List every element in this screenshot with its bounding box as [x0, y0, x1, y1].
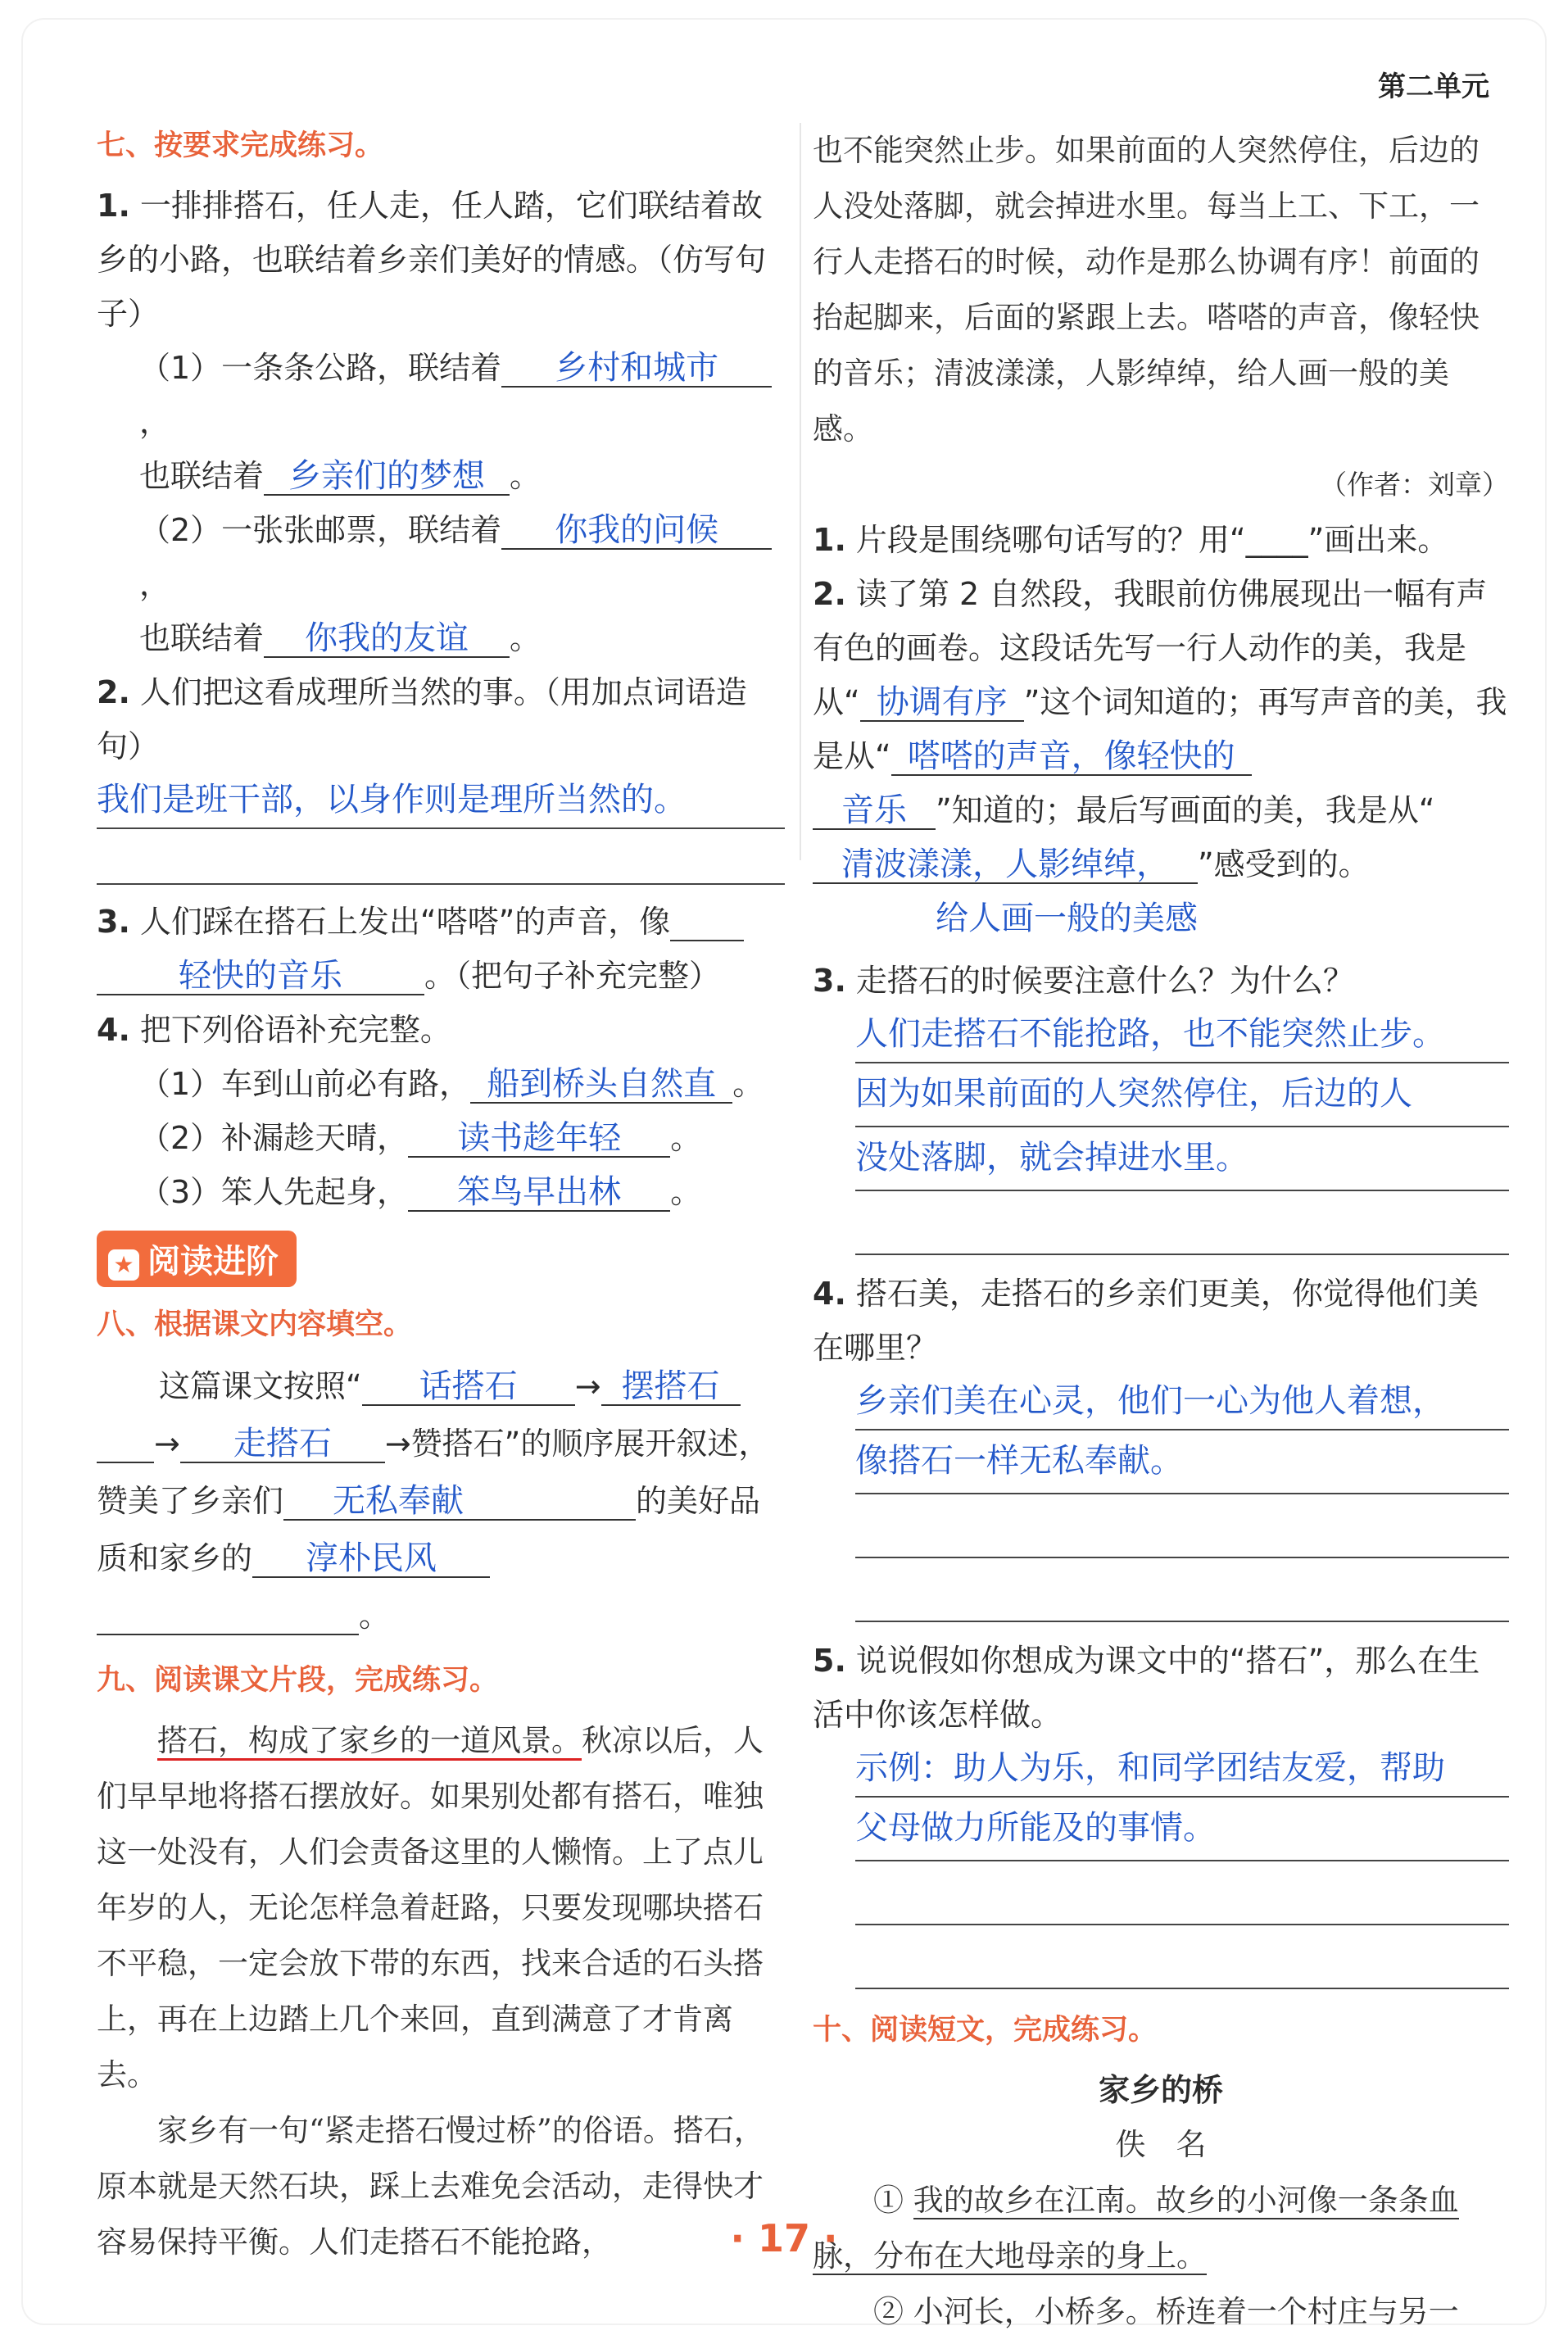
- answer-line-empty[interactable]: [97, 829, 785, 885]
- story-title: 家乡的桥: [1098, 2072, 1223, 2108]
- answer-blank[interactable]: 你我的问候: [501, 512, 772, 550]
- story-text: 我的故乡在江南。故乡的小河像一条条血脉，分布在大地母亲的身上。: [813, 2183, 1459, 2274]
- right-column: [813, 123, 1509, 2340]
- question-text: 一排排搭石，任人走，任人踏，它们联结着故乡的小路，也联结着乡亲们美好的情感。（仿写句子）: [97, 188, 767, 332]
- section-7-title: 七、按要求完成练习。: [97, 129, 384, 162]
- answer-blank[interactable]: 船到桥头自然直: [470, 1066, 732, 1104]
- passage-paragraph-2: 家乡有一句“紧走搭石慢过桥”的俗语。搭石，原本就是天然石块，踩上去难免会活动，走得快才容易保持平衡。人们走搭石不能抢路，: [97, 2113, 764, 2260]
- question-text: 说说假如你想成为课文中的“搭石”，那么在生活中你该怎样做。: [813, 1643, 1480, 1733]
- answer-blank[interactable]: 乡村和城市: [501, 350, 772, 388]
- answer-blank-tail[interactable]: [513, 1485, 636, 1521]
- question-7-1-2: [97, 503, 785, 665]
- question-text: 读了第 2 自然段，我眼前仿佛展现出一幅有声有色的画卷。这段话先写一行人动作的美，我是从“: [813, 576, 1488, 720]
- question-number: 2.: [97, 674, 130, 710]
- question-text: ”这个词知道的；再写声音的美，我是从“: [813, 684, 1507, 774]
- answer-line-empty[interactable]: [855, 1191, 1509, 1255]
- answer-blank-lead[interactable]: [670, 905, 744, 941]
- question-text: 人们把这看成理所当然的事。（用加点词语造句）: [97, 674, 747, 764]
- answer-blank[interactable]: 读书趁年轻: [408, 1120, 670, 1158]
- story-author: 佚 名: [1115, 2127, 1207, 2162]
- page-number: · 17 ·: [730, 2216, 838, 2260]
- punctuation: 。: [670, 1120, 702, 1156]
- story-paragraph-2: [813, 2284, 1509, 2340]
- answer-line[interactable]: 示例：助人为乐，和同学团结友爱，帮助: [855, 1742, 1509, 1798]
- answer-blank[interactable]: 你我的友谊: [264, 620, 510, 658]
- proverb-1: [97, 1057, 785, 1111]
- prompt-text: （2）一张张邮票，联结着: [139, 512, 502, 548]
- answer-line[interactable]: 因为如果前面的人突然停住，后边的人: [855, 1063, 1509, 1127]
- answer-line[interactable]: 没处落脚，就会掉进水里。: [855, 1127, 1509, 1191]
- answer-line-empty[interactable]: [855, 1925, 1509, 1989]
- question-number: 4.: [813, 1276, 846, 1312]
- answer-line[interactable]: 乡亲们美在心灵，他们一心为他人着想，: [855, 1375, 1509, 1430]
- section-8-fill: [97, 1358, 785, 1644]
- badge-label: 阅读进阶: [147, 1243, 279, 1281]
- question-number: 4.: [97, 1012, 130, 1048]
- answer-blank[interactable]: 乡亲们的梦想: [264, 458, 510, 496]
- question-9-1: [813, 513, 1509, 567]
- prompt-text: 也联结着: [139, 620, 265, 656]
- question-number: 2.: [813, 576, 846, 612]
- answer-continuation: 给人画一般的美感: [936, 900, 1198, 937]
- question-number: 1.: [813, 522, 846, 558]
- unit-label: 第二单元: [1378, 70, 1489, 103]
- answer-blank[interactable]: 笨鸟早出林: [408, 1174, 670, 1212]
- proverb-3: [97, 1165, 785, 1219]
- question-7-1: [97, 179, 785, 341]
- question-text: 片段是围绕哪句话写的？用“____”画出来。: [855, 522, 1449, 558]
- answer-line[interactable]: 像搭石一样无私奉献。: [855, 1430, 1509, 1494]
- answer-blank[interactable]: 音乐: [813, 792, 936, 830]
- answer-blank[interactable]: 嗒嗒的声音，像轻快的: [891, 738, 1252, 776]
- question-7-4: [97, 1003, 785, 1057]
- punctuation: 。: [510, 620, 542, 656]
- answer-blank[interactable]: 摆搭石: [601, 1368, 741, 1406]
- question-text: 把下列俗语补充完整。: [139, 1012, 451, 1048]
- answer-line[interactable]: 父母做力所能及的事情。: [855, 1798, 1509, 1861]
- passage-text: 秋凉以后，人们早早地将搭石摆放好。如果别处都有搭石，唯独这一处没有，人们会责备这里的人懒惰。上了点儿年岁的人，无论怎样急着赶路，只要发现哪块搭石不平稳，一定会放下带的东西，找来合适的石头搭上，再在上边踏上几个来回，直到满意了才肯离去。: [97, 1723, 764, 2092]
- proverb-text: （3）笨人先起身，: [139, 1174, 409, 1210]
- answer-line[interactable]: 我们是班干部，以身作则是理所当然的。: [97, 773, 785, 829]
- answer-blank[interactable]: 协调有序: [860, 684, 1024, 722]
- punctuation: 。: [510, 458, 542, 494]
- fill-text: 这篇课文按照“: [159, 1368, 362, 1404]
- paragraph-marker: ②: [873, 2294, 904, 2329]
- fill-text: →赞搭石”的顺序展开叙述，赞美了乡亲们: [97, 1426, 770, 1519]
- question-text: 走搭石的时候要注意什么？为什么？: [855, 963, 1354, 999]
- question-7-1-1: [97, 341, 785, 503]
- answer-line-empty[interactable]: [855, 1494, 1509, 1558]
- story-text: 小河长，小桥多。桥连着一个村庄与另一: [913, 2294, 1459, 2329]
- question-9-4: [813, 1267, 1509, 1375]
- arrow: →: [154, 1426, 180, 1462]
- left-column: [97, 123, 785, 2270]
- answer-line[interactable]: 人们走搭石不能抢路，也不能突然止步。: [855, 1008, 1509, 1063]
- proverb-2: [97, 1111, 785, 1165]
- fill-text: 的美好品质和家乡的: [97, 1483, 761, 1576]
- proverb-text: （1）车到山前必有路，: [139, 1066, 471, 1102]
- question-tail: 。（把句子补充完整）: [424, 958, 721, 994]
- proverb-text: （2）补漏趁天晴，: [139, 1120, 409, 1156]
- section-9-title: 九、阅读课文片段，完成练习。: [97, 1664, 499, 1697]
- question-text: 搭石美，走搭石的乡亲们更美，你觉得他们美在哪里？: [813, 1276, 1479, 1366]
- answer-blank-tail[interactable]: [97, 1599, 359, 1635]
- section-10-title: 十、阅读短文，完成练习。: [813, 2014, 1158, 2047]
- question-number: 5.: [813, 1643, 846, 1679]
- paragraph-marker: ①: [873, 2183, 904, 2218]
- punctuation: ，: [139, 404, 171, 440]
- reading-advance-badge: [97, 1231, 297, 1287]
- punctuation: 。: [732, 1066, 764, 1102]
- question-7-3: [97, 895, 785, 1003]
- passage-author: （作者：刘章）: [1320, 469, 1509, 501]
- question-9-3: [813, 954, 1509, 1008]
- answer-line-empty[interactable]: [855, 1861, 1509, 1925]
- question-9-5: [813, 1634, 1509, 1742]
- passage-paragraph-2-cont: 也不能突然止步。如果前面的人突然停住，后边的人没处落脚，就会掉进水里。每当上工、下工，一行人走搭石的时候，动作是那么协调有序！前面的抬起脚来，后面的紧跟上去。嗒嗒的声音，像轻快的音乐；清波漾漾，人影绰绰，给人画一般的美感。: [813, 133, 1480, 447]
- question-9-2: [813, 567, 1509, 945]
- answer-blank[interactable]: 走搭石: [180, 1426, 385, 1463]
- answer-blank[interactable]: 淳朴民风: [252, 1540, 490, 1578]
- punctuation: 。: [670, 1174, 702, 1210]
- passage-paragraph-1: [97, 1713, 785, 2103]
- question-number: 3.: [813, 963, 846, 999]
- answer-blank[interactable]: 轻快的音乐: [97, 958, 424, 995]
- answer-blank[interactable]: 清波漾漾，人影绰绰，: [813, 846, 1198, 884]
- answer-line-empty[interactable]: [855, 1558, 1509, 1622]
- punctuation: ，: [139, 566, 171, 602]
- question-text: 人们踩在搭石上发出“嗒嗒”的声音，像: [139, 904, 671, 940]
- prompt-text: （1）一条条公路，联结着: [139, 350, 502, 386]
- arrow: →: [574, 1368, 601, 1404]
- runner-icon: ★: [108, 1249, 139, 1281]
- section-8-title: 八、根据课文内容填空。: [97, 1308, 413, 1341]
- question-text: ”知道的；最后写画面的美，我是从“: [936, 792, 1435, 828]
- column-divider: [800, 123, 801, 860]
- question-number: 1.: [97, 188, 130, 224]
- key-sentence-underlined: 搭石，构成了家乡的一道风景。: [157, 1723, 582, 1761]
- question-number: 3.: [97, 904, 130, 940]
- prompt-text: 也联结着: [139, 458, 265, 494]
- question-text: ”感受到的。: [1198, 846, 1370, 882]
- question-7-2: [97, 665, 785, 773]
- punctuation: 。: [359, 1598, 391, 1634]
- answer-blank[interactable]: 话搭石: [362, 1368, 575, 1406]
- answer-blank-lead[interactable]: [97, 1427, 154, 1463]
- answer-blank[interactable]: 无私奉献: [283, 1483, 513, 1521]
